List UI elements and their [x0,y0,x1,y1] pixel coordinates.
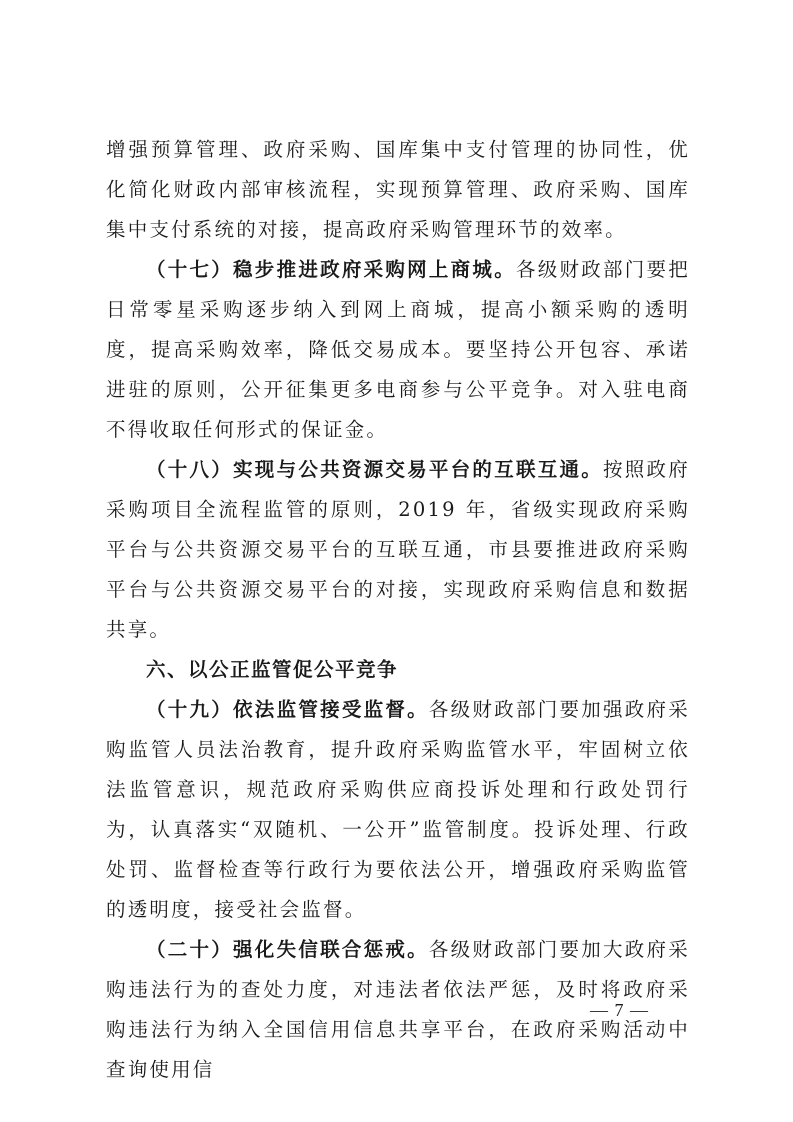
paragraph-item-17 [106,250,690,450]
paragraph-item-18 [106,450,690,650]
section-heading-6: 六、以公正监管促公平竞争 [146,658,399,681]
page-number: — 7 — [590,1000,649,1020]
document-body [106,130,690,1090]
item-17-heading: （十七）稳步推进政府采购网上商城。 [146,258,516,281]
item-20-text: 各级财政部门要加大政府采购违法行为的查处力度，对违法者依法严惩，及时将政府采购违法行为纳入全国信用信息共享平台，在政府采购活动中查询使用信 [106,938,690,1081]
paragraph-continuation: 增强预算管理、政府采购、国库集中支付管理的协同性，优化简化财政内部审核流程，实现预算管理、政府采购、国库集中支付系统的对接，提高政府采购管理环节的效率。 [106,138,690,241]
item-18-text: 按照政府采购项目全流程监管的原则，2019 年，省级实现政府采购平台与公共资源交易平台的互联互通，市县要推进政府采购平台与公共资源交易平台的对接，实现政府采购信息和数据共享。 [106,458,690,641]
item-17-text: 各级财政部门要把日常零星采购逐步纳入到网上商城，提高小额采购的透明度，提高采购效率，降低交易成本。要坚持公开包容、承诺进驻的原则，公开征集更多电商参与公平竞争。对入驻电商不得收取任何形式的保证金。 [106,258,690,441]
paragraph-item-19 [106,690,690,930]
item-20-heading: （二十）强化失信联合惩戒。 [146,938,429,961]
item-19-heading: （十九）依法监管接受监督。 [146,698,429,721]
item-18-heading: （十八）实现与公共资源交易平台的互联互通。 [146,458,603,481]
item-19-text: 各级财政部门要加强政府采购监管人员法治教育，提升政府采购监管水平，牢固树立依法监管意识，规范政府采购供应商投诉处理和行政处罚行为，认真落实“双随机、一公开”监管制度。投诉处理、行政处罚、监督检查等行政行为要依法公开，增强政府采购监管的透明度，接受社会监督。 [106,698,690,921]
